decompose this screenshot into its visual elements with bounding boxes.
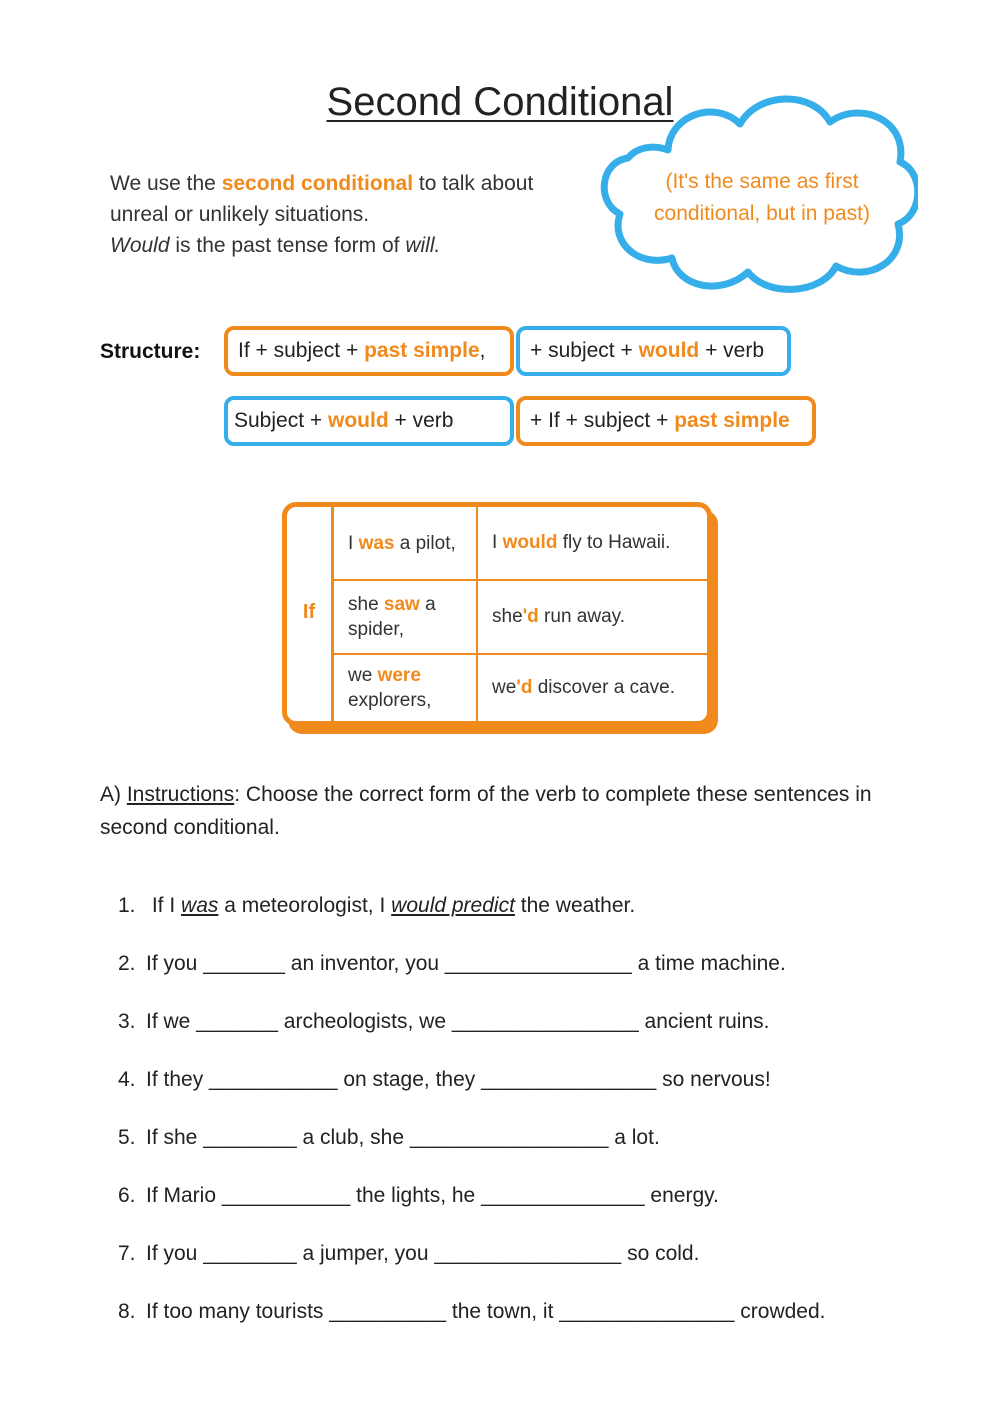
list-item: 7. If you ________ a jumper, you ________________ so cold. bbox=[118, 1242, 700, 1265]
structure-main-clause-box: + subject + would + verb bbox=[516, 326, 791, 376]
example-result-clause: I would fly to Hawaii. bbox=[492, 532, 671, 553]
answer-example: was bbox=[181, 894, 219, 917]
exercise-list bbox=[118, 888, 968, 1352]
instructions-label: Instructions bbox=[126, 783, 235, 806]
answer-example: would predict bbox=[391, 894, 515, 917]
list-item: 6. If Mario ___________ the lights, he ______________ energy. bbox=[118, 1184, 719, 1207]
structure-if-clause-box: If + subject + past simple, bbox=[224, 326, 514, 376]
example-rows bbox=[334, 507, 707, 721]
intro-line-2: unreal or unlikely situations. bbox=[110, 203, 370, 226]
list-item: 1. If I was a meteorologist, I would predict the weather. bbox=[118, 894, 636, 917]
example-row bbox=[334, 655, 707, 721]
page-title: Second Conditional bbox=[326, 80, 674, 124]
example-row bbox=[334, 507, 707, 581]
intro-line-1: We use the second conditional to talk about bbox=[110, 172, 534, 195]
example-row bbox=[334, 581, 707, 655]
list-item: 4. If they ___________ on stage, they _______________ so nervous! bbox=[118, 1068, 771, 1091]
if-column bbox=[287, 507, 334, 721]
list-item: 5. If she ________ a club, she _________________ a lot. bbox=[118, 1126, 660, 1149]
example-result-clause: she'd run away. bbox=[492, 606, 626, 627]
list-item: 3. If we _______ archeologists, we ________________ ancient ruins. bbox=[118, 1010, 770, 1033]
example-if-clause: I was a pilot, bbox=[334, 507, 478, 579]
intro-paragraph bbox=[110, 168, 600, 261]
intro-line-3: Would is the past tense form of will. bbox=[110, 234, 441, 257]
instructions: A) Instructions: Choose the correct form of the verb to complete these sentences in second conditional. bbox=[100, 783, 872, 839]
example-table bbox=[282, 502, 712, 726]
cloud-note: (It's the same as first conditional, but in past) bbox=[654, 170, 870, 225]
example-result-clause: we'd discover a cave. bbox=[492, 677, 675, 698]
example-if-clause: we were explorers, bbox=[334, 655, 478, 721]
structure-if-clause-box-2: + If + subject + past simple bbox=[516, 396, 816, 446]
if-label: If bbox=[302, 601, 316, 623]
structure-main-clause-box-2: Subject + would + verb bbox=[224, 396, 514, 446]
example-if-clause: she saw a spider, bbox=[334, 581, 478, 653]
highlight-term: second conditional bbox=[221, 172, 414, 195]
structure-label: Structure: bbox=[100, 340, 201, 363]
list-item: 2. If you _______ an inventor, you ________________ a time machine. bbox=[118, 952, 786, 975]
list-item: 8. If too many tourists __________ the town, it _______________ crowded. bbox=[118, 1300, 826, 1323]
